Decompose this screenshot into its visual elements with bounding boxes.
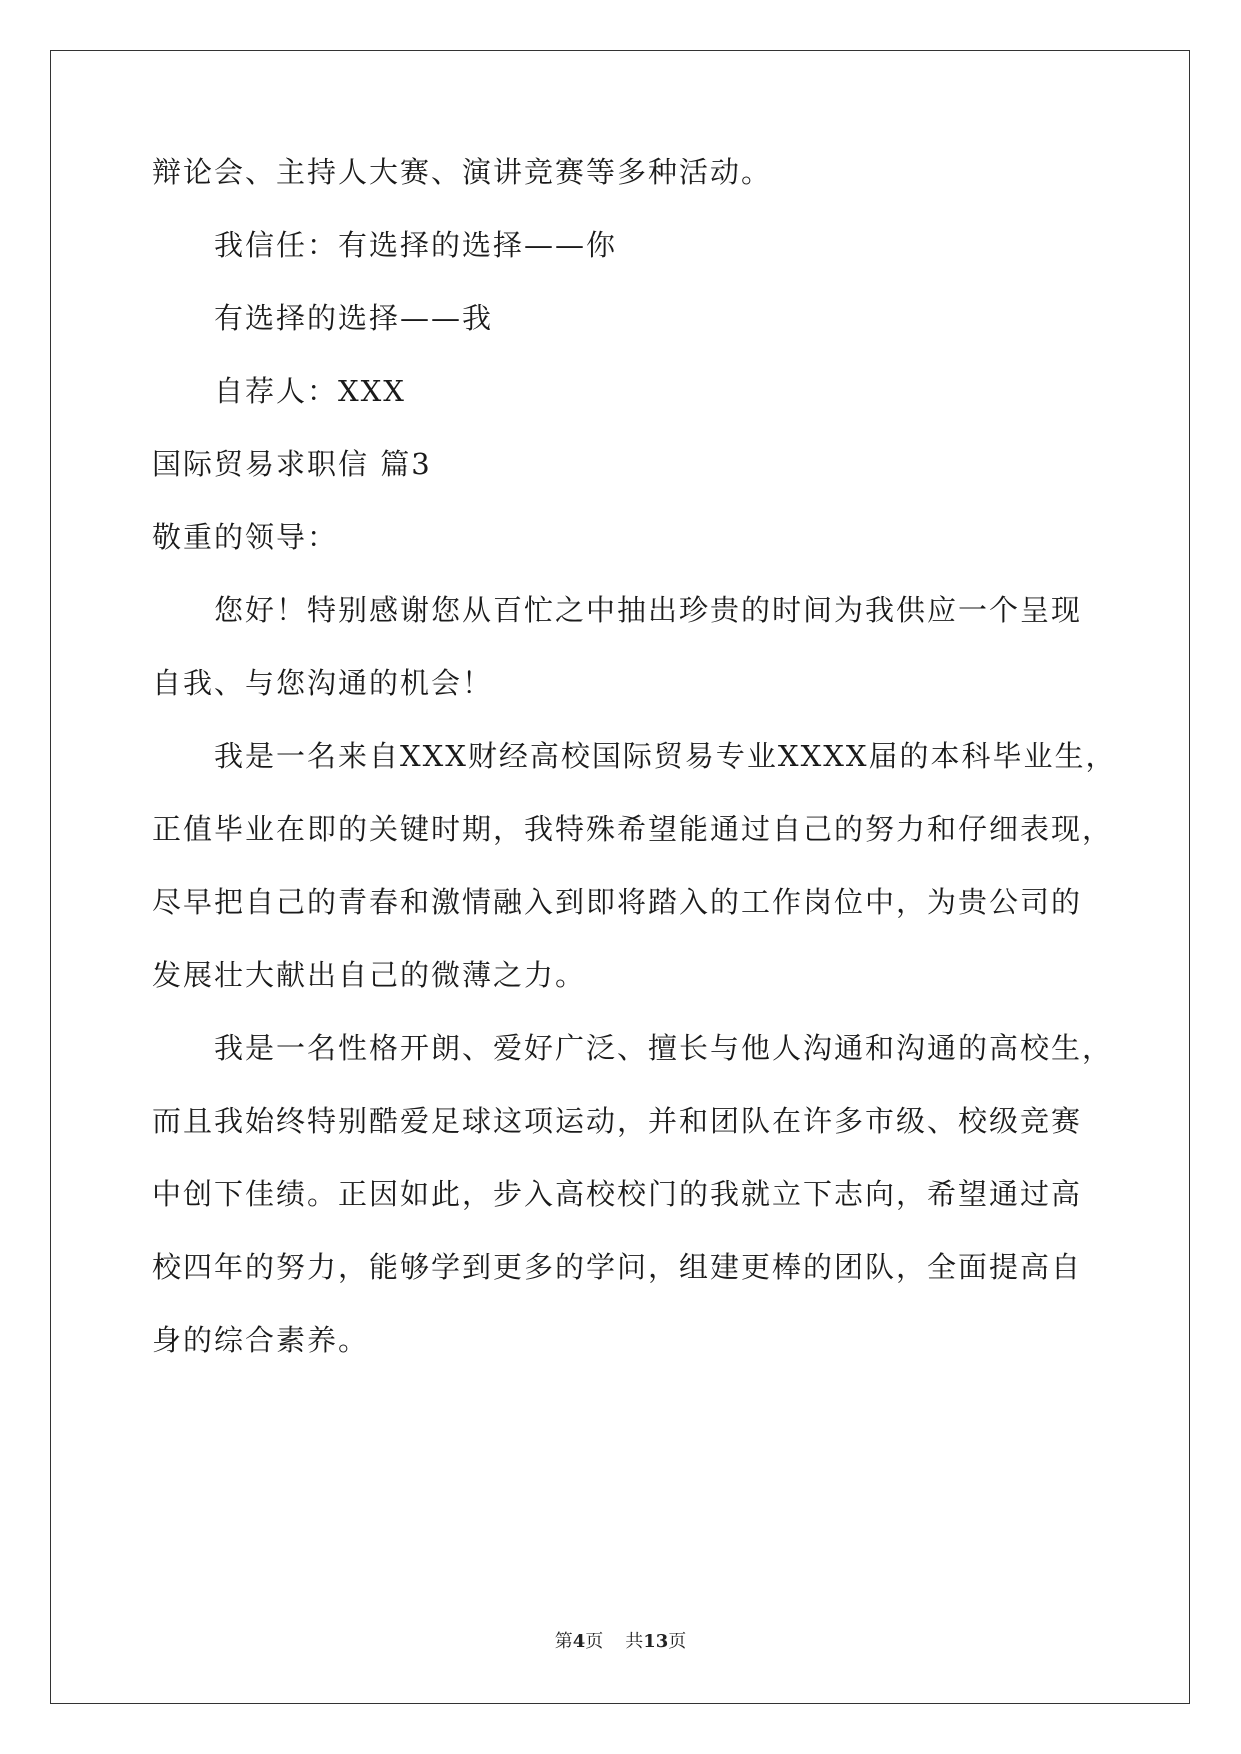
page-number: 4 — [572, 1631, 586, 1652]
text-line-15: 中创下佳绩。正因如此，步入高校校门的我就立下志向，希望通过高 — [152, 1177, 1083, 1211]
text-line-10: 正值毕业在即的关键时期，我特殊希望能通过自己的努力和仔细表现， — [152, 812, 1114, 846]
text-line-17: 身的综合素养。 — [152, 1323, 370, 1357]
footer-total-prefix: 共 — [625, 1631, 644, 1652]
section-heading: 国际贸易求职信 篇3 — [152, 447, 432, 481]
text-line-16: 校四年的努力，能够学到更多的学问，组建更棒的团队，全面提高自 — [152, 1250, 1083, 1284]
text-line-2: 我信任：有选择的选择——你 — [214, 228, 618, 262]
signature-line: 自荐人：XXX — [214, 374, 406, 408]
footer-prefix: 第 — [554, 1631, 573, 1652]
footer-page-suffix: 页 — [585, 1631, 604, 1652]
text-line-9: 我是一名来自XXX财经高校国际贸易专业XXXX届的本科毕业生， — [214, 739, 1117, 773]
text-line-13: 我是一名性格开朗、爱好广泛、擅长与他人沟通和沟通的高校生， — [214, 1031, 1114, 1065]
total-pages: 13 — [643, 1631, 669, 1652]
text-line-1: 辩论会、主持人大赛、演讲竞赛等多种活动。 — [152, 155, 773, 189]
text-line-11: 尽早把自己的青春和激情融入到即将踏入的工作岗位中，为贵公司的 — [152, 885, 1083, 919]
text-line-14: 而且我始终特别酷爱足球这项运动，并和团队在许多市级、校级竞赛 — [152, 1104, 1083, 1138]
text-line-8: 自我、与您沟通的机会！ — [152, 666, 494, 700]
footer-total-suffix: 页 — [668, 1631, 687, 1652]
text-line-3: 有选择的选择——我 — [214, 301, 494, 335]
salutation: 敬重的领导： — [152, 520, 339, 554]
text-line-12: 发展壮大献出自己的微薄之力。 — [152, 958, 587, 992]
page-footer — [0, 1630, 1241, 1654]
text-line-7: 您好！特别感谢您从百忙之中抽出珍贵的时间为我供应一个呈现 — [214, 593, 1083, 627]
